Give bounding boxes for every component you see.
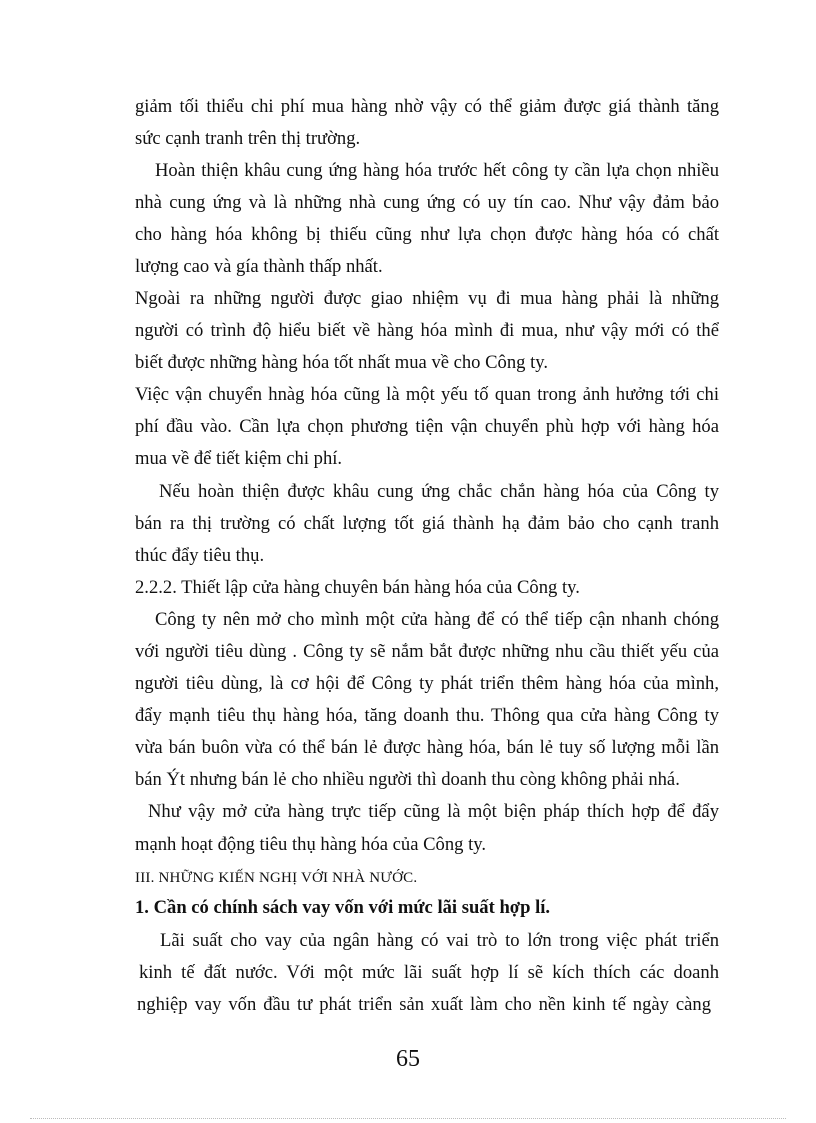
page-bottom-divider <box>30 1118 786 1119</box>
text-line: cho hàng hóa không bị thiếu cũng như lựa chọn được hàng hóa có chất <box>135 224 719 245</box>
chapter-heading: III. NHỮNG KIẾN NGHỊ VỚI NHÀ NƯỚC. <box>135 870 418 886</box>
text-line: bán Ýt nhưng bán lẻ cho nhiều người thì doanh thu còng không phải nhá. <box>135 769 680 790</box>
text-line: Ngoài ra những người được giao nhiệm vụ đi mua hàng phải là những <box>135 288 719 309</box>
text-line: Hoàn thiện khâu cung ứng hàng hóa trước hết công ty cần lựa chọn nhiều <box>155 160 719 181</box>
text-line: vừa bán buôn vừa có thể bán lẻ được hàng hóa, bán lẻ tuy số lượng mỗi lần <box>135 737 719 758</box>
text-line: người tiêu dùng, là cơ hội để Công ty phát triển thêm hàng hóa của mình, <box>135 673 719 694</box>
text-line: giảm tối thiểu chi phí mua hàng nhờ vậy có thể giảm được giá thành tăng <box>135 96 719 117</box>
section-heading: 2.2.2. Thiết lập cửa hàng chuyên bán hàng hóa của Công ty. <box>135 577 580 598</box>
text-line: phí đầu vào. Cần lựa chọn phương tiện vận chuyển phù hợp với hàng hóa <box>135 416 719 437</box>
text-line: Công ty nên mở cho mình một cửa hàng để có thể tiếp cận nhanh chóng <box>155 609 719 630</box>
text-line: sức cạnh tranh trên thị trường. <box>135 128 361 149</box>
text-line: biết được những hàng hóa tốt nhất mua về cho Công ty. <box>135 352 548 373</box>
text-line: người có trình độ hiểu biết về hàng hóa mình đi mua, như vậy mới có thể <box>135 320 719 341</box>
text-line: Việc vận chuyển hnàg hóa cũng là một yếu tố quan trong ảnh hưởng tới chi <box>135 384 719 405</box>
text-line: lượng cao và gía thành thấp nhất. <box>135 256 383 277</box>
text-line: mạnh hoạt động tiêu thụ hàng hóa của Công ty. <box>135 834 486 855</box>
text-line: kinh tế đất nước. Với một mức lãi suất hợp lí sẽ kích thích các doanh <box>139 962 719 983</box>
subsection-heading: 1. Cần có chính sách vay vốn với mức lãi suất hợp lí. <box>135 897 551 918</box>
text-line: nghiệp vay vốn đầu tư phát triển sản xuất làm cho nền kinh tế ngày càng <box>137 994 711 1015</box>
text-line: mua về để tiết kiệm chi phí. <box>135 448 343 469</box>
text-line: Lãi suất cho vay của ngân hàng có vai trò to lớn trong việc phát triển <box>160 930 719 951</box>
text-line: thúc đẩy tiêu thụ. <box>135 545 265 566</box>
page-number: 65 <box>396 1046 420 1072</box>
text-line: Như vậy mở cửa hàng trực tiếp cũng là một biện pháp thích hợp để đẩy <box>148 801 719 822</box>
text-line: bán ra thị trường có chất lượng tốt giá thành hạ đảm bảo cho cạnh tranh <box>135 513 719 534</box>
text-line: đẩy mạnh tiêu thụ hàng hóa, tăng doanh thu. Thông qua cửa hàng Công ty <box>135 705 719 726</box>
text-line: với người tiêu dùng . Công ty sẽ nắm bắt được những nhu cầu thiết yếu của <box>135 641 719 662</box>
text-line: Nếu hoàn thiện được khâu cung ứng chắc chắn hàng hóa của Công ty <box>159 481 719 502</box>
text-line: nhà cung ứng và là những nhà cung ứng có uy tín cao. Như vậy đảm bảo <box>135 192 719 213</box>
